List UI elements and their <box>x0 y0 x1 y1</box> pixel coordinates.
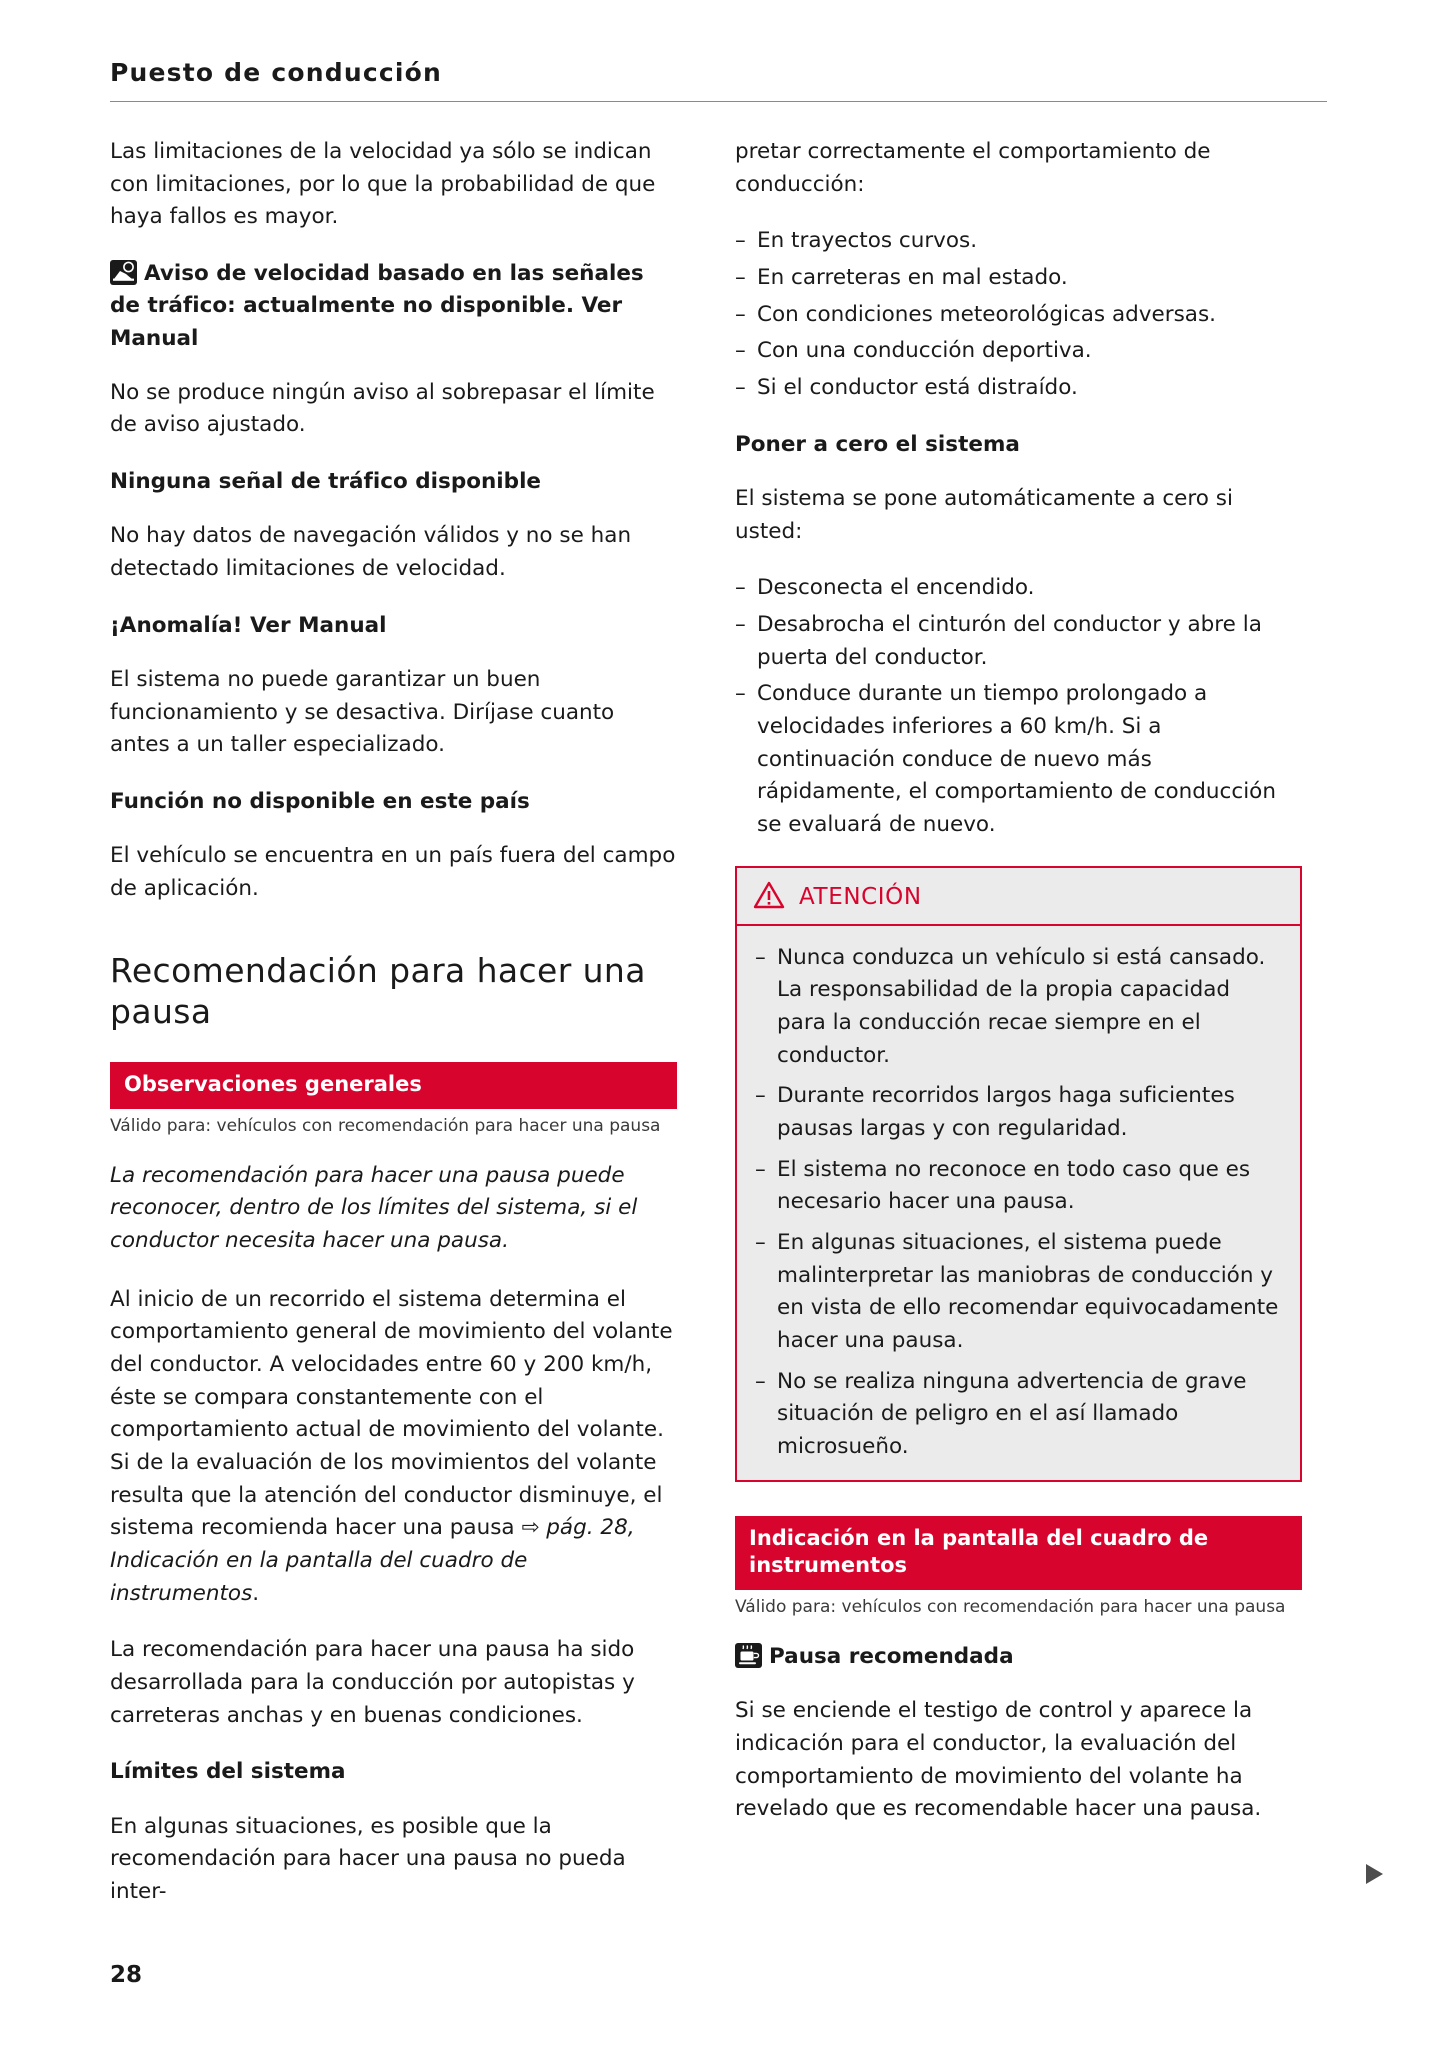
list-item <box>735 262 1302 295</box>
paragraph-no-nav-data: No hay datos de navegación válidos y no se han detectado limitaciones de velocidad. <box>110 523 632 582</box>
left-column <box>110 136 677 1909</box>
list-item <box>735 225 1302 258</box>
dash-bullet: – <box>755 1083 766 1109</box>
list-item-label: Conduce durante un tiempo prolongado a velocidades inferiores a 60 km/h. Si a continuación conduce de nuevo más rápidamente, el comportamiento de conducción se evaluará de nuevo. <box>757 681 1276 837</box>
heading-pause-recommended <box>735 1641 1302 1673</box>
paragraph-control-lamp: Si se enciende el testigo de control y aparece la indicación para el conductor, la evaluación del comportamiento de movimiento del volante ha revelado que es recomendable hacer una pausa. <box>735 1698 1262 1822</box>
dash-bullet: – <box>755 1156 766 1182</box>
page-header-title: Puesto de conducción <box>110 58 443 87</box>
paragraph-limits-continues: En algunas situaciones, es posible que la recomendación para hacer una pausa no pueda inter- <box>110 1813 626 1905</box>
paragraph-continued-interpretation: pretar correctamente el comportamiento de conducción: <box>735 139 1211 197</box>
list-situations <box>735 225 1302 404</box>
attention-box-body <box>737 926 1300 1480</box>
dash-bullet: – <box>735 301 746 327</box>
page-number: 28 <box>110 1962 143 1988</box>
paragraph-auto-reset: El sistema se pone automáticamente a cero si usted: <box>735 485 1233 544</box>
attention-box-title: ATENCIÓN <box>799 883 922 910</box>
list-item-label: Nunca conduzca un vehículo si está cansado. La responsabilidad de la propia capacidad para la conducción recae siempre en el conductor. <box>777 944 1266 1068</box>
dash-bullet: – <box>755 1368 766 1394</box>
heading-speed-warning-label: Aviso de velocidad basado en las señales de tráfico: actualmente no disponible. Ver Manual <box>110 261 644 351</box>
dash-bullet: – <box>735 338 746 364</box>
paragraph-anomaly: El sistema no puede garantizar un buen funcionamiento y se desactiva. Diríjase cuanto antes a un taller especializado. <box>110 666 615 758</box>
heading-no-traffic-sign: Ninguna señal de tráfico disponible <box>110 469 542 495</box>
paragraph-system-description-part1: Al inicio de un recorrido el sistema determina el comportamiento general de movimiento del volante del conductor. A velocidades entre 60 y 200 km/h, éste se compara constantemente con el comportamiento actual de movimiento del volante. Si de la evaluación de los movimientos del volante resulta que la atención del conductor disminuye, el sistema recomienda hacer una pausa <box>110 1286 673 1541</box>
intro-italic-text: La recomendación para hacer una pausa puede reconocer, dentro de los límites del sistema, si el conductor necesita hacer una pausa. <box>110 1162 638 1254</box>
paragraph-out-of-country: El vehículo se encuentra en un país fuera del campo de aplicación. <box>110 843 676 901</box>
traffic-sign-warning-icon <box>110 260 137 285</box>
dash-bullet: – <box>735 375 746 401</box>
dash-bullet: – <box>735 265 746 291</box>
list-item <box>735 299 1302 332</box>
heading-anomaly: ¡Anomalía! Ver Manual <box>110 612 387 638</box>
heading-reset-system: Poner a cero el sistema <box>735 431 1020 457</box>
heading-function-unavailable: Función no disponible en este país <box>110 788 530 814</box>
list-item <box>735 572 1302 605</box>
list-item-label: El sistema no reconoce en todo caso que es necesario hacer una pausa. <box>777 1156 1251 1215</box>
subsection-bar-general-remarks: Observaciones generales <box>110 1062 677 1109</box>
paragraph-highway-use: La recomendación para hacer una pausa ha sido desarrollada para la conducción por autopistas y carreteras anchas y en buenas condiciones. <box>110 1637 635 1728</box>
page-header <box>110 58 1327 101</box>
dash-bullet: – <box>755 1230 766 1256</box>
coffee-cup-icon <box>735 1643 762 1668</box>
list-item-label: En carreteras en mal estado. <box>757 265 1068 291</box>
list-item-label: Durante recorridos largos haga suficientes pausas largas y con regularidad. <box>777 1083 1235 1142</box>
list-item-label: Con condiciones meteorológicas adversas. <box>757 301 1216 327</box>
paragraph-system-description-part2: . <box>252 1580 260 1606</box>
list-item <box>755 1154 1280 1219</box>
list-item-label: No se realiza ninguna advertencia de grave situación de peligro en el así llamado microsueño. <box>777 1368 1247 1460</box>
two-column-body <box>110 136 1327 1909</box>
list-item <box>755 942 1280 1073</box>
attention-box <box>735 866 1302 1482</box>
subsection-bar-instrument-display: Indicación en la pantalla del cuadro de instrumentos <box>735 1516 1302 1590</box>
dash-bullet: – <box>755 944 766 970</box>
list-item-label: En algunas situaciones, el sistema puede malinterpretar las maniobras de conducción y en vista de ello recomendar equivocadamente hacer una pausa. <box>777 1230 1279 1354</box>
list-item <box>735 609 1302 674</box>
list-item-label: Desconecta el encendido. <box>757 575 1035 601</box>
dash-bullet: – <box>735 228 746 254</box>
list-item <box>755 1227 1280 1358</box>
valid-for-display: Válido para: vehículos con recomendación para hacer una pausa <box>735 1597 1286 1618</box>
list-item <box>755 1080 1280 1145</box>
list-item-label: Si el conductor está distraído. <box>757 375 1078 401</box>
list-item-label: Con una conducción deportiva. <box>757 338 1092 364</box>
list-item <box>735 372 1302 405</box>
list-item <box>755 1366 1280 1464</box>
attention-box-header <box>737 868 1300 926</box>
paragraph-no-warning: No se produce ningún aviso al sobrepasar el límite de aviso ajustado. <box>110 379 655 438</box>
heading-pause-recommended-label: Pausa recomendada <box>769 1644 1014 1670</box>
heading-system-limits: Límites del sistema <box>110 1759 346 1785</box>
warning-triangle-icon <box>753 881 785 913</box>
dash-bullet: – <box>735 575 746 601</box>
dash-bullet: – <box>735 611 746 637</box>
paragraph-system-description <box>110 1284 677 1611</box>
list-item <box>735 678 1302 841</box>
list-reset-conditions <box>735 572 1302 841</box>
right-column <box>735 136 1302 1909</box>
heading-speed-warning <box>110 258 677 355</box>
section-title-break-recommendation: Recomendación para hacer una pausa <box>110 950 646 1031</box>
valid-for-general: Válido para: vehículos con recomendación para hacer una pausa <box>110 1115 661 1136</box>
list-item-label: En trayectos curvos. <box>757 228 978 254</box>
header-divider <box>110 101 1327 102</box>
list-item <box>735 335 1302 368</box>
dash-bullet: – <box>735 681 746 707</box>
paragraph-speed-limit: Las limitaciones de la velocidad ya sólo se indican con limitaciones, por lo que la probabilidad de que haya fallos es mayor. <box>110 139 656 230</box>
cross-reference-link[interactable]: ⇨ pág. 28, Indicación en la pantalla del cuadro de instrumentos <box>110 1515 635 1606</box>
list-item-label: Desabrocha el cinturón del conductor y abre la puerta del conductor. <box>757 611 1262 670</box>
continue-arrow-icon <box>1366 1864 1383 1884</box>
